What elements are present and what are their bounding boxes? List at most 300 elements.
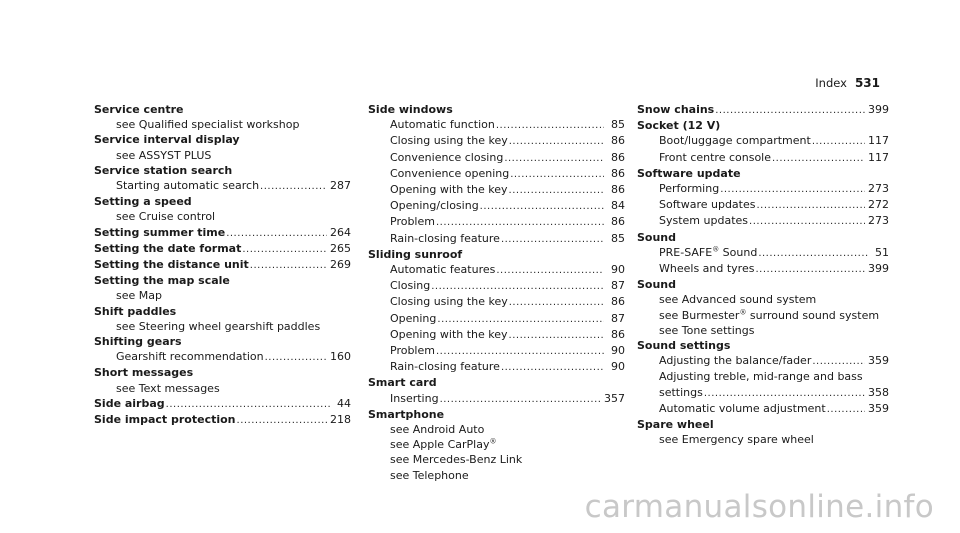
entry-subitem <box>637 385 889 401</box>
entry-subitem-text <box>390 198 479 213</box>
entry-text: Sound <box>637 230 677 244</box>
index-entry <box>368 102 625 247</box>
entry-text: Gearshift recommendation <box>116 350 264 364</box>
entry-text: Adjusting treble, mid-range and bass <box>659 370 863 384</box>
entry-subitem-text <box>116 319 320 334</box>
entry-subitem <box>368 391 625 407</box>
page-ref: 287 <box>330 179 351 193</box>
index-entry <box>94 241 351 257</box>
entry-text: Service station search <box>94 163 233 177</box>
leader-dots <box>501 360 604 375</box>
entry-heading <box>637 277 676 292</box>
entry-text: Opening/closing <box>390 199 479 213</box>
leader-dots <box>265 350 327 365</box>
index-entry <box>94 132 351 162</box>
entry-heading-row <box>368 247 625 262</box>
entry-subitem <box>94 319 351 334</box>
index-entry <box>637 277 889 338</box>
entry-text: Setting summer time <box>94 225 226 239</box>
entry-subitem-text <box>390 150 503 165</box>
entry-heading <box>94 396 165 411</box>
entry-text: Service centre <box>94 103 184 116</box>
entry-text: Closing using the key <box>390 295 508 309</box>
entry-subitem <box>368 359 625 375</box>
entry-subitem <box>637 308 889 323</box>
entry-subitem-text <box>659 369 863 384</box>
entry-text: Shifting gears <box>94 335 182 349</box>
entry-heading-row <box>637 277 889 292</box>
entry-text: Rain-closing feature <box>390 360 500 374</box>
index-entry <box>94 304 351 334</box>
index-entry <box>637 230 889 278</box>
registered-mark: ® <box>712 245 720 254</box>
page-ref: 90 <box>611 344 625 358</box>
entry-text: Side windows <box>368 103 453 116</box>
entry-text: Snow chains <box>637 103 715 116</box>
entry-subitem-text <box>659 401 826 416</box>
entry-subitem-text <box>116 148 211 163</box>
page-ref: 86 <box>611 215 625 229</box>
leader-dots <box>756 198 865 213</box>
entry-subitem-text <box>390 468 469 483</box>
entry-subitem-text <box>116 178 259 193</box>
entry-heading-row <box>368 102 625 117</box>
entry-text: settings <box>659 385 703 399</box>
entry-subitem-text <box>659 385 703 400</box>
index-entry <box>94 365 351 395</box>
page-ref: 90 <box>611 263 625 277</box>
entry-text: Inserting <box>390 391 439 405</box>
entry-text: see Telephone <box>390 468 469 482</box>
entry-subitem <box>368 343 625 359</box>
entry-heading-row <box>94 225 351 241</box>
index-entry <box>94 225 351 241</box>
entry-text: Software updates <box>659 198 756 212</box>
entry-heading <box>94 194 192 209</box>
entry-text: see Text messages <box>116 381 220 395</box>
entry-subitem <box>94 178 351 194</box>
entry-heading <box>94 225 225 240</box>
entry-heading-row <box>94 273 351 288</box>
page-number: 531 <box>854 76 880 90</box>
entry-subitem <box>637 150 889 166</box>
entry-heading <box>94 257 249 272</box>
page-ref: 86 <box>611 327 625 341</box>
entry-subitem <box>368 150 625 166</box>
entry-subitem-text <box>390 166 509 181</box>
page-ref: 273 <box>868 214 889 228</box>
entry-text: Setting the map scale <box>94 274 230 288</box>
page-ref: 84 <box>611 199 625 213</box>
entry-subitem <box>368 117 625 133</box>
entry-subitem <box>368 214 625 230</box>
entry-subitem-text <box>659 292 816 307</box>
entry-text: see Burmester <box>659 308 740 322</box>
page-ref: 273 <box>868 182 889 196</box>
entry-text: see Mercedes-Benz Link <box>390 453 523 467</box>
index-entry <box>368 247 625 376</box>
entry-subitem <box>637 197 889 213</box>
entry-text: see Emergency spare wheel <box>659 433 814 447</box>
index-entry <box>94 273 351 303</box>
entry-heading-row <box>94 304 351 319</box>
entry-subitem <box>94 381 351 396</box>
entry-heading-row <box>637 338 889 353</box>
entry-heading <box>368 102 453 117</box>
leader-dots <box>772 151 865 166</box>
entry-subitem-text <box>390 311 436 326</box>
leader-dots <box>242 242 327 257</box>
entry-subitem <box>368 133 625 149</box>
entry-text: Sound settings <box>637 339 731 353</box>
index-entry <box>94 412 351 428</box>
page-ref: 269 <box>330 258 351 272</box>
entry-subitem-text <box>659 133 811 148</box>
entry-subitem-text <box>659 432 814 447</box>
entry-subitem <box>368 468 625 483</box>
entry-text: see Apple CarPlay <box>390 438 490 452</box>
page-ref: 358 <box>868 385 889 399</box>
entry-text: Problem <box>390 215 435 229</box>
leader-dots <box>440 392 601 407</box>
page-ref: 87 <box>611 279 625 293</box>
index-entry <box>368 407 625 483</box>
entry-heading-row <box>94 365 351 380</box>
entry-text: Sound <box>637 278 677 292</box>
entry-heading-row <box>94 257 351 273</box>
entry-text: see Tone settings <box>659 323 755 337</box>
entry-heading <box>94 304 176 319</box>
entry-heading <box>637 118 720 133</box>
entry-text: Starting automatic search <box>116 179 260 193</box>
page-ref: 160 <box>330 350 351 364</box>
entry-subitem <box>637 369 889 384</box>
entry-text: Spare wheel <box>637 418 714 432</box>
entry-text: Side impact protection <box>94 413 236 427</box>
page-ref: 218 <box>330 413 351 427</box>
page-ref: 44 <box>337 396 351 410</box>
entry-heading <box>637 102 714 117</box>
entry-subitem <box>368 278 625 294</box>
leader-dots <box>504 151 604 166</box>
page-ref: 86 <box>611 183 625 197</box>
entry-heading-row <box>637 118 889 133</box>
page-ref: 85 <box>611 231 625 245</box>
entry-heading <box>94 163 232 178</box>
index-entry <box>94 396 351 412</box>
entry-text: see Qualified specialist workshop <box>116 118 300 132</box>
leader-dots <box>431 279 604 294</box>
entry-subitem-text <box>659 150 771 165</box>
entry-heading-row <box>94 412 351 428</box>
page-ref: 264 <box>330 225 351 239</box>
index-column-3 <box>637 102 889 447</box>
entry-subitem-text <box>390 117 495 132</box>
entry-heading <box>94 132 240 147</box>
leader-dots <box>437 312 604 327</box>
leader-dots <box>496 118 604 133</box>
entry-subitem-text <box>659 197 755 212</box>
entry-text: Smart card <box>368 376 437 390</box>
entry-subitem-text <box>659 213 748 228</box>
entry-subitem <box>368 327 625 343</box>
entry-subitem <box>637 432 889 447</box>
leader-dots <box>226 226 327 241</box>
entry-heading-row <box>637 230 889 245</box>
entry-subitem-text <box>390 294 508 309</box>
entry-text: Convenience closing <box>390 150 504 164</box>
entry-text: PRE-SAFE <box>659 245 713 259</box>
leader-dots <box>715 103 865 118</box>
leader-dots <box>237 413 327 428</box>
entry-text: see Advanced sound system <box>659 293 817 307</box>
entry-text: Automatic function <box>390 118 495 132</box>
page-ref: 87 <box>611 311 625 325</box>
leader-dots <box>827 402 865 417</box>
entry-subitem <box>368 166 625 182</box>
entry-heading-row <box>637 102 889 118</box>
leader-dots <box>509 328 604 343</box>
entry-subitem-text <box>116 117 299 132</box>
entry-text: Smartphone <box>368 407 445 421</box>
entry-text: Front centre console <box>659 150 771 164</box>
entry-text: Convenience opening <box>390 166 510 180</box>
entry-text: Wheels and tyres <box>659 262 755 276</box>
entry-subitem-text <box>390 359 500 374</box>
page-ref: 85 <box>611 118 625 132</box>
index-entry <box>94 102 351 132</box>
entry-heading <box>94 102 184 117</box>
entry-subitem <box>368 294 625 310</box>
entry-subitem <box>637 353 889 369</box>
index-entry <box>368 375 625 406</box>
entry-subitem-text <box>659 245 757 260</box>
entry-subitem-text <box>116 209 215 224</box>
entry-subitem-text <box>116 349 264 364</box>
entry-text: Performing <box>659 182 720 196</box>
entry-heading <box>368 247 462 262</box>
index-entry <box>94 334 351 365</box>
page-ref: 51 <box>875 245 889 259</box>
entry-subitem <box>368 198 625 214</box>
entry-subitem <box>368 262 625 278</box>
entry-text: see Cruise control <box>116 210 216 224</box>
entry-heading-row <box>368 375 625 390</box>
index-entry <box>94 163 351 194</box>
registered-mark: ® <box>489 437 497 446</box>
entry-heading-row <box>94 241 351 257</box>
entry-subitem-text <box>659 308 879 323</box>
entry-heading <box>94 365 193 380</box>
entry-text: Short messages <box>94 366 194 380</box>
entry-text: Socket (12 V) <box>637 119 721 133</box>
entry-heading <box>94 241 241 256</box>
page-ref: 357 <box>604 391 625 405</box>
entry-subitem-text <box>659 181 719 196</box>
entry-subitem-text <box>659 261 754 276</box>
entry-text: Opening with the key <box>390 183 508 197</box>
entry-text: Automatic features <box>390 263 496 277</box>
entry-text: Software update <box>637 166 741 180</box>
entry-subitem-text <box>390 452 522 467</box>
entry-subitem-text <box>390 327 508 342</box>
page-ref: 399 <box>868 262 889 276</box>
entry-subitem <box>637 181 889 197</box>
entry-text: see ASSYST PLUS <box>116 148 212 162</box>
index-entry <box>637 338 889 417</box>
entry-text: see Map <box>116 289 162 303</box>
entry-subitem-text <box>116 381 220 396</box>
entry-subitem <box>368 422 625 437</box>
entry-text-cont: Sound <box>719 245 758 259</box>
entry-text: System updates <box>659 214 749 228</box>
registered-mark: ® <box>739 307 747 316</box>
entry-heading <box>637 230 676 245</box>
header-title: Index <box>815 76 847 90</box>
entry-subitem-text <box>659 323 754 338</box>
entry-subitem <box>368 437 625 452</box>
entry-subitem-text <box>390 422 484 437</box>
leader-dots <box>496 263 604 278</box>
entry-subitem <box>94 349 351 365</box>
entry-subitem-text <box>390 182 508 197</box>
entry-text: Automatic volume adjustment <box>659 401 826 415</box>
entry-subitem-text <box>390 133 508 148</box>
index-column-1 <box>94 102 351 428</box>
entry-heading-row <box>94 132 351 147</box>
leader-dots <box>509 295 604 310</box>
entry-text: Setting the date format <box>94 241 242 255</box>
entry-subitem <box>368 452 625 467</box>
index-entry <box>94 194 351 224</box>
page-ref: 359 <box>868 401 889 415</box>
page-ref: 117 <box>868 134 889 148</box>
entry-subitem <box>94 209 351 224</box>
entry-text: Setting a speed <box>94 195 192 209</box>
entry-subitem <box>637 401 889 417</box>
entry-heading <box>637 338 730 353</box>
page-ref: 86 <box>611 295 625 309</box>
page-ref: 86 <box>611 134 625 148</box>
entry-text: Service interval display <box>94 133 240 147</box>
entry-heading-row <box>94 334 351 349</box>
entry-heading-row <box>637 166 889 181</box>
leader-dots <box>720 182 865 197</box>
leader-dots <box>755 262 865 277</box>
entry-text: Setting the distance unit <box>94 258 249 272</box>
entry-subitem <box>368 231 625 247</box>
entry-heading <box>637 417 714 432</box>
page-ref: 399 <box>868 103 889 116</box>
entry-subitem <box>637 245 889 261</box>
index-column-2 <box>368 102 625 483</box>
entry-subitem <box>637 323 889 338</box>
entry-text: Boot/luggage compartment <box>659 134 811 148</box>
leader-dots <box>480 199 604 214</box>
entry-text: Sliding sunroof <box>368 247 463 261</box>
page-ref: 90 <box>611 360 625 374</box>
page-ref: 86 <box>611 150 625 164</box>
entry-heading-row <box>94 194 351 209</box>
page-ref: 117 <box>868 150 889 164</box>
leader-dots <box>166 397 330 412</box>
entry-subitem <box>637 261 889 277</box>
entry-heading <box>368 375 437 390</box>
entry-subitem <box>637 292 889 307</box>
entry-text: Closing using the key <box>390 134 508 148</box>
entry-subitem-text <box>390 214 435 229</box>
leader-dots <box>260 179 327 194</box>
index-entry <box>637 417 889 447</box>
entry-text: Opening with the key <box>390 327 508 341</box>
entry-text: Problem <box>390 344 435 358</box>
entry-heading <box>368 407 444 422</box>
leader-dots <box>501 232 604 247</box>
entry-subitem <box>94 148 351 163</box>
page-ref: 86 <box>611 166 625 180</box>
entry-heading-row <box>94 163 351 178</box>
entry-subitem <box>94 288 351 303</box>
index-entry <box>94 257 351 273</box>
page-ref: 359 <box>868 354 889 368</box>
leader-dots <box>510 167 604 182</box>
entry-text: Rain-closing feature <box>390 231 500 245</box>
leader-dots <box>250 258 327 273</box>
leader-dots <box>812 134 865 149</box>
leader-dots <box>812 354 865 369</box>
leader-dots <box>509 134 604 149</box>
entry-heading-row <box>368 407 625 422</box>
entry-text: Side airbag <box>94 396 165 410</box>
entry-subitem <box>637 213 889 229</box>
entry-subitem <box>368 182 625 198</box>
entry-text-cont: surround sound system <box>746 308 880 322</box>
entry-subitem <box>368 311 625 327</box>
leader-dots <box>509 183 604 198</box>
entry-heading <box>94 273 230 288</box>
entry-text: Opening <box>390 311 437 325</box>
entry-subitem-text <box>390 278 430 293</box>
leader-dots <box>436 344 604 359</box>
entry-subitem-text <box>659 353 811 368</box>
entry-heading-row <box>94 396 351 412</box>
page-ref: 265 <box>330 241 351 255</box>
entry-subitem-text <box>390 262 495 277</box>
entry-subitem-text <box>116 288 162 303</box>
leader-dots <box>436 215 604 230</box>
entry-text: Shift paddles <box>94 304 177 318</box>
leader-dots <box>749 214 865 229</box>
entry-heading-row <box>637 417 889 432</box>
entry-subitem-text <box>390 231 500 246</box>
entry-heading <box>94 412 236 427</box>
entry-subitem-text <box>390 343 435 358</box>
leader-dots <box>758 246 868 261</box>
watermark: carmanualsonline.info <box>584 489 934 525</box>
entry-heading-row <box>94 102 351 117</box>
entry-subitem <box>94 117 351 132</box>
entry-subitem-text <box>390 391 439 406</box>
entry-text: see Android Auto <box>390 423 485 437</box>
leader-dots <box>704 386 865 401</box>
index-entry <box>637 118 889 166</box>
entry-heading <box>637 166 741 181</box>
entry-text: see Steering wheel gearshift paddles <box>116 319 321 333</box>
entry-text: Closing <box>390 279 431 293</box>
entry-heading <box>94 334 182 349</box>
index-entry <box>637 102 889 118</box>
entry-text: Adjusting the balance/fader <box>659 354 812 368</box>
